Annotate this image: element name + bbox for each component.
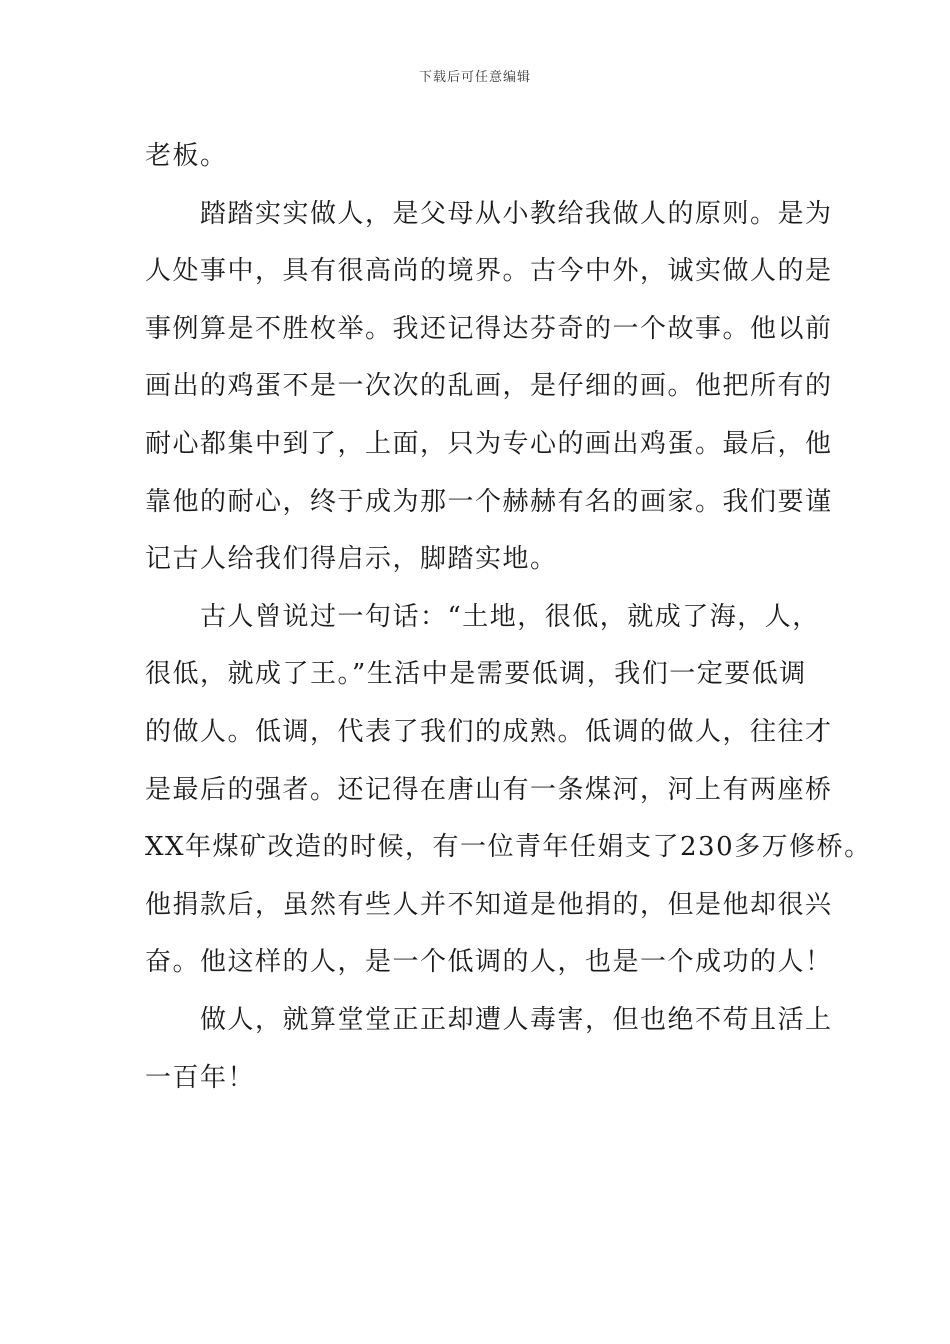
paragraph-first-line: 古人曾说过一句话：“土地，很低，就成了海，人， bbox=[200, 601, 820, 632]
text-line: 耐心都集中到了，上面，只为专心的画出鸡蛋。最后，他 bbox=[145, 428, 833, 459]
text-line: 老板。 bbox=[145, 141, 228, 171]
text-line: 人处事中，具有很高尚的境界。古今中外，诚实做人的是 bbox=[145, 256, 833, 287]
text-line: 事例算是不胜枚举。我还记得达芬奇的一个故事。他以前 bbox=[145, 313, 833, 344]
text-line: 是最后的强者。还记得在唐山有一条煤河，河上有两座桥 bbox=[145, 774, 833, 805]
document-body bbox=[145, 128, 872, 1107]
text-line: 画出的鸡蛋不是一次次的乱画，是仔细的画。他把所有的 bbox=[145, 371, 833, 402]
text-line: XX年煤矿改造的时候，有一位青年任娟支了230多万修桥。 bbox=[145, 832, 872, 863]
text-line: 记古人给我们得启示，脚踏实地。 bbox=[145, 544, 558, 575]
text-line: 的做人。低调，代表了我们的成熟。低调的做人，往往才 bbox=[145, 716, 833, 747]
paragraph-first-line: 做人，就算堂堂正正却遭人毒害，但也绝不苟且活上 bbox=[200, 1004, 833, 1035]
text-line: 很低，就成了王。”生活中是需要低调，我们一定要低调 bbox=[145, 659, 807, 690]
text-line: 奋。他这样的人，是一个低调的人，也是一个成功的人！ bbox=[145, 947, 833, 978]
text-line: 靠他的耐心，终于成为那一个赫赫有名的画家。我们要谨 bbox=[145, 486, 833, 517]
text-line: 一百年！ bbox=[145, 1062, 256, 1093]
text-line: 他捐款后，虽然有些人并不知道是他捐的，但是他却很兴 bbox=[145, 889, 833, 920]
paragraph-first-line: 踏踏实实做人，是父母从小教给我做人的原则。是为 bbox=[200, 198, 833, 229]
page-header-note: 下载后可任意编辑 bbox=[418, 70, 531, 85]
